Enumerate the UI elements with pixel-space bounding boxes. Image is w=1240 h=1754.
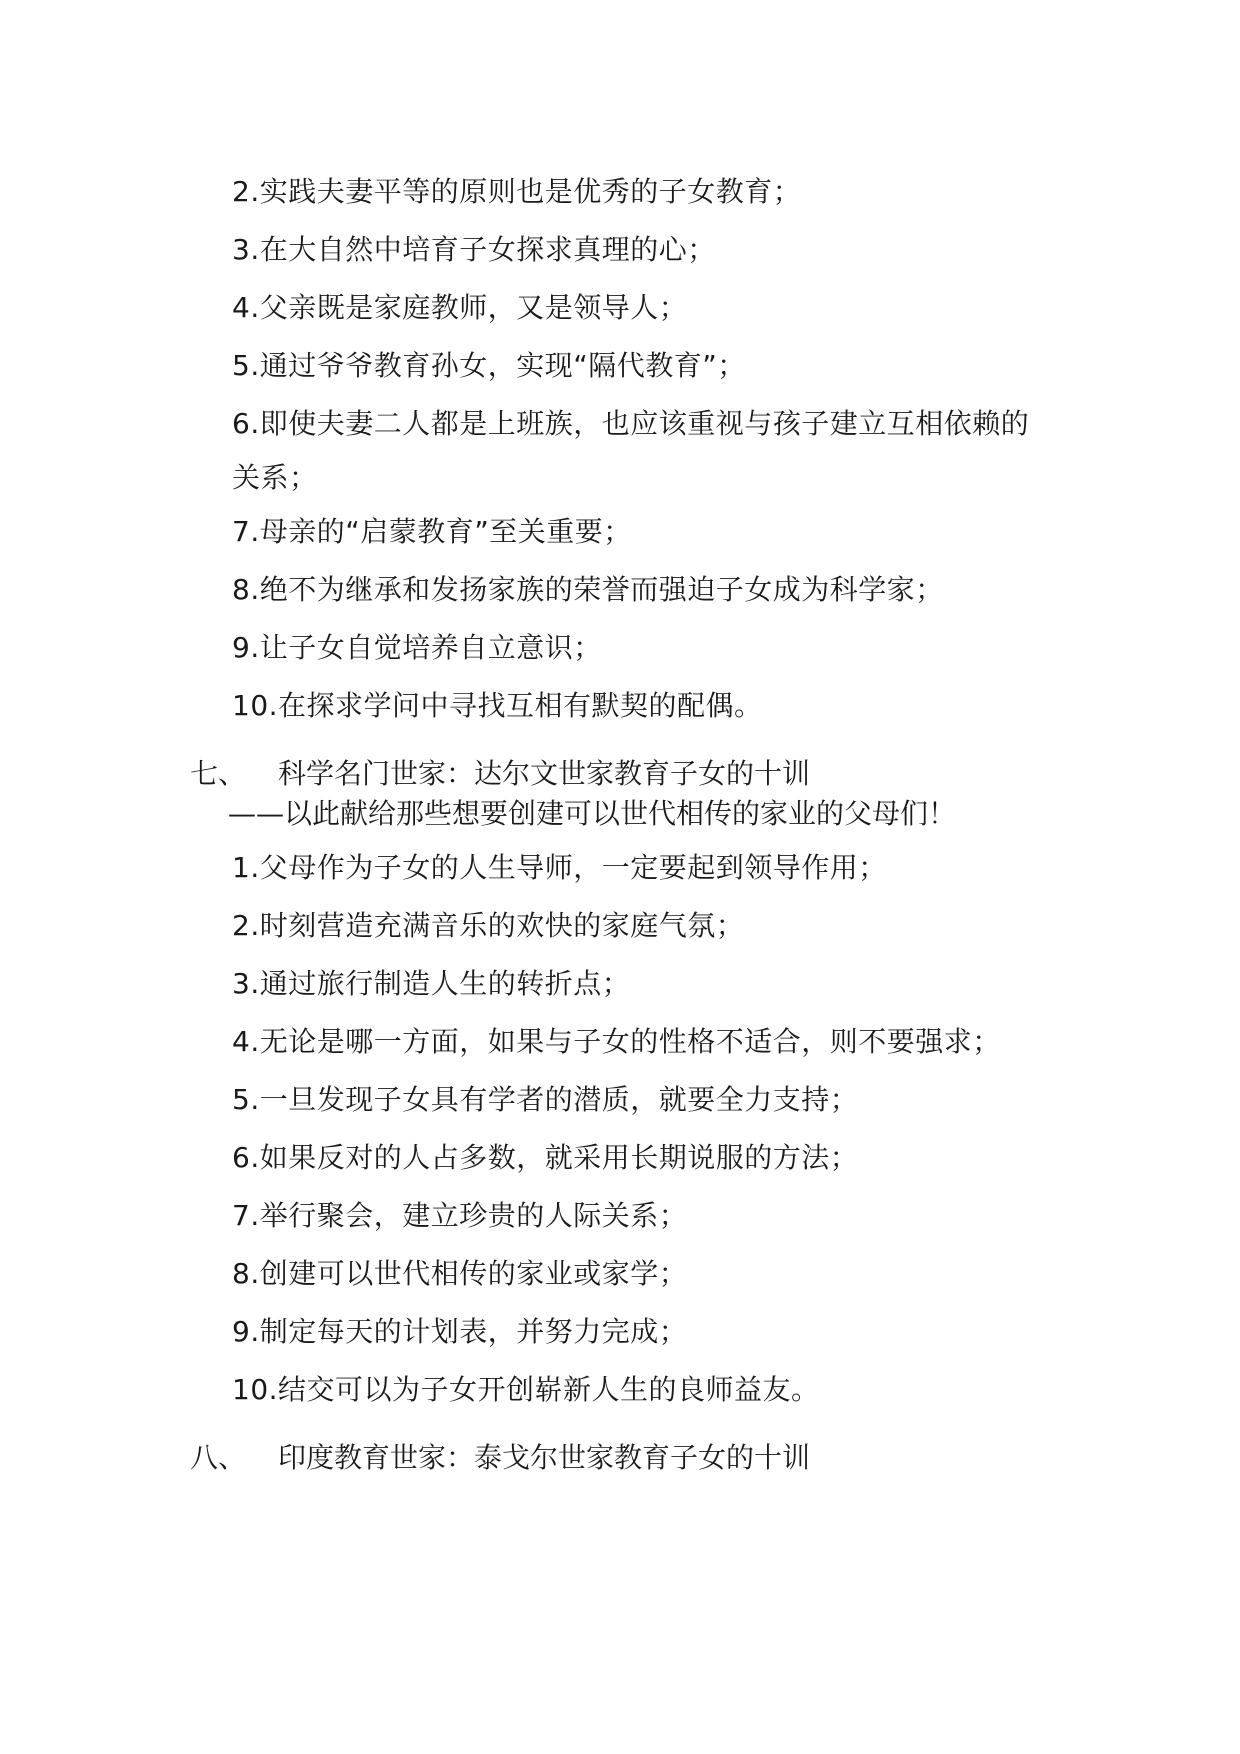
section-heading-8 bbox=[190, 1438, 810, 1478]
list-item: 6.如果反对的人占多数，就采用长期说服的方法； bbox=[232, 1141, 859, 1174]
list-item: 6.即使夫妻二人都是上班族，也应该重视与孩子建立互相依赖的 bbox=[232, 407, 1030, 440]
section-subtitle: ——以此献给那些想要创建可以世代相传的家业的父母们！ bbox=[228, 797, 957, 830]
section-number: 八、 bbox=[190, 1441, 247, 1474]
list-item: 10.在探求学问中寻找互相有默契的配偶。 bbox=[232, 689, 763, 722]
list-item: 5.一旦发现子女具有学者的潜质，就要全力支持； bbox=[232, 1083, 859, 1116]
list-item: 4.无论是哪一方面，如果与子女的性格不适合，则不要强求； bbox=[232, 1025, 1001, 1058]
section-heading-7 bbox=[190, 754, 810, 794]
list-item-continuation: 关系； bbox=[232, 461, 318, 494]
list-item: 9.制定每天的计划表，并努力完成； bbox=[232, 1315, 688, 1348]
section-number: 七、 bbox=[190, 757, 247, 790]
list-item: 8.绝不为继承和发扬家族的荣誉而强迫子女成为科学家； bbox=[232, 573, 944, 606]
list-item: 7.母亲的“启蒙教育”至关重要； bbox=[232, 515, 632, 548]
list-item: 3.在大自然中培育子女探求真理的心； bbox=[232, 233, 716, 266]
list-item: 9.让子女自觉培养自立意识； bbox=[232, 631, 602, 664]
list-item: 8.创建可以世代相传的家业或家学； bbox=[232, 1257, 688, 1290]
list-item: 3.通过旅行制造人生的转折点； bbox=[232, 967, 631, 1000]
section-title: 科学名门世家：达尔文世家教育子女的十训 bbox=[278, 757, 811, 790]
list-item: 10.结交可以为子女开创崭新人生的良师益友。 bbox=[232, 1373, 820, 1406]
list-item: 2.实践夫妻平等的原则也是优秀的子女教育； bbox=[232, 175, 802, 208]
list-item: 2.时刻营造充满音乐的欢快的家庭气氛； bbox=[232, 909, 745, 942]
list-item: 4.父亲既是家庭教师，又是领导人； bbox=[232, 291, 688, 324]
list-item: 1.父母作为子女的人生导师，一定要起到领导作用； bbox=[232, 851, 887, 884]
list-item: 7.举行聚会，建立珍贵的人际关系； bbox=[232, 1199, 688, 1232]
section-title: 印度教育世家：泰戈尔世家教育子女的十训 bbox=[278, 1441, 811, 1474]
list-item: 5.通过爷爷教育孙女，实现“隔代教育”； bbox=[232, 349, 746, 382]
